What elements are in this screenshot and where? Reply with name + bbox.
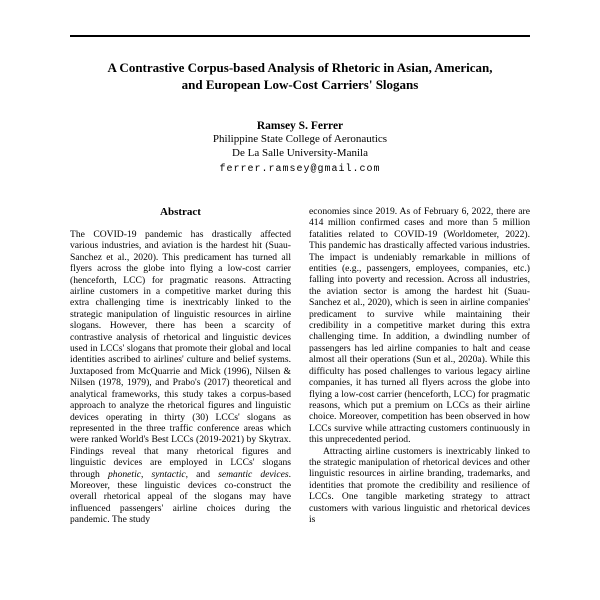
affiliation-2: De La Salle University-Manila [232,146,368,159]
paper-title-line-2: and European Low-Cost Carriers' Slogans [181,77,419,92]
left-column [70,206,291,526]
paper-title-line-1: A Contrastive Corpus-based Analysis of Rhetoric in Asian, American, [107,60,493,75]
abstract-heading: Abstract [160,206,201,218]
author-block [70,119,530,176]
intro-paragraph-2: Attracting airline customers is inextricably linked to the strategic manipulation of rhetorical devices and other linguistic resources in airline branding, trademarks, and identities that promote the credibility and resilience of LCCs. One tangible marketing strategy to attract customers with various linguistic and rhetorical devices is [309,445,530,525]
intro-paragraph-1: economies since 2019. As of February 6, 2022, there are 414 million confirmed cases and more than 5 million fatalities related to COVID-19 (Worldometer, 2022). This pandemic has drastically affected various industries. The impact is undeniably remarkable in millions of entities (e.g., passengers, employees, companies, etc.) falling into poverty and recession. Across all industries, the aviation sector is among the hardest hit (Suau-Sanchez et al., 2020), which is seen in airline companies' predicament to survive while maintaining their credibility in a competitive market during this extra challenging time. In addition, a dwindling number of passengers has led airline companies to halt and cease almost all their operations (Sun et al., 2020a). While this difficulty has posed challenges to various legacy airline companies, it has turned all flyers across the globe into flying a low-cost carrier (henceforth, LCC) for pragmatic reasons, which put a premium on LCCs as their airline choice. Moreover, competition has been observed in how LCCs survive while attracting customers continuously in this unprecedented period. [309,206,530,446]
abstract-text: The COVID-19 pandemic has drastically affected various industries, and aviation is the hardest hit (Suau-Sanchez et al., 2020). This predicament has turned all flyers across the globe into flying a low-cost carrier (henceforth, LCC) for pragmatic reasons. Attracting airline customers in a competitive market during this extra challenging time is inextricably linked to the strategic manipulation of linguistic resources in airline slogans. However, there has been a scarcity of contrastive analysis of rhetorical and linguistic devices used in LCCs' slogans that promote their global and local identities ascribed to airlines' culture and belief systems. Juxtaposed from McQuarrie and Mick (1996), Nilsen & Nilsen (1978, 1979), and Prabo's (2017) theoretical and analytical frameworks, this study takes a corpus-based approach to analyze the rhetorical figures and linguistic devices operating in thirty (30) LCCs' slogans as represented in the three traffic conference areas which were ranked World's Best LCCs (2019-2021) by Skytrax. Findings reveal that many rhetorical figures and linguistic devices are employed in LCCs' slogans through phonetic, syntactic, and semantic devices. Moreover, these linguistic devices co-construct the overall rhetorical appeal of the slogans may have influenced passengers' airline choices during the pandemic. The study [70,229,291,526]
author-email: ferrer.ramsey@gmail.com [219,164,381,175]
author-name: Ramsey S. Ferrer [256,120,344,132]
right-column [309,206,530,526]
affiliation-1: Philippine State College of Aeronautics [212,133,388,145]
two-column-body [70,206,530,526]
top-rule [70,35,530,37]
paper-title [70,59,530,93]
